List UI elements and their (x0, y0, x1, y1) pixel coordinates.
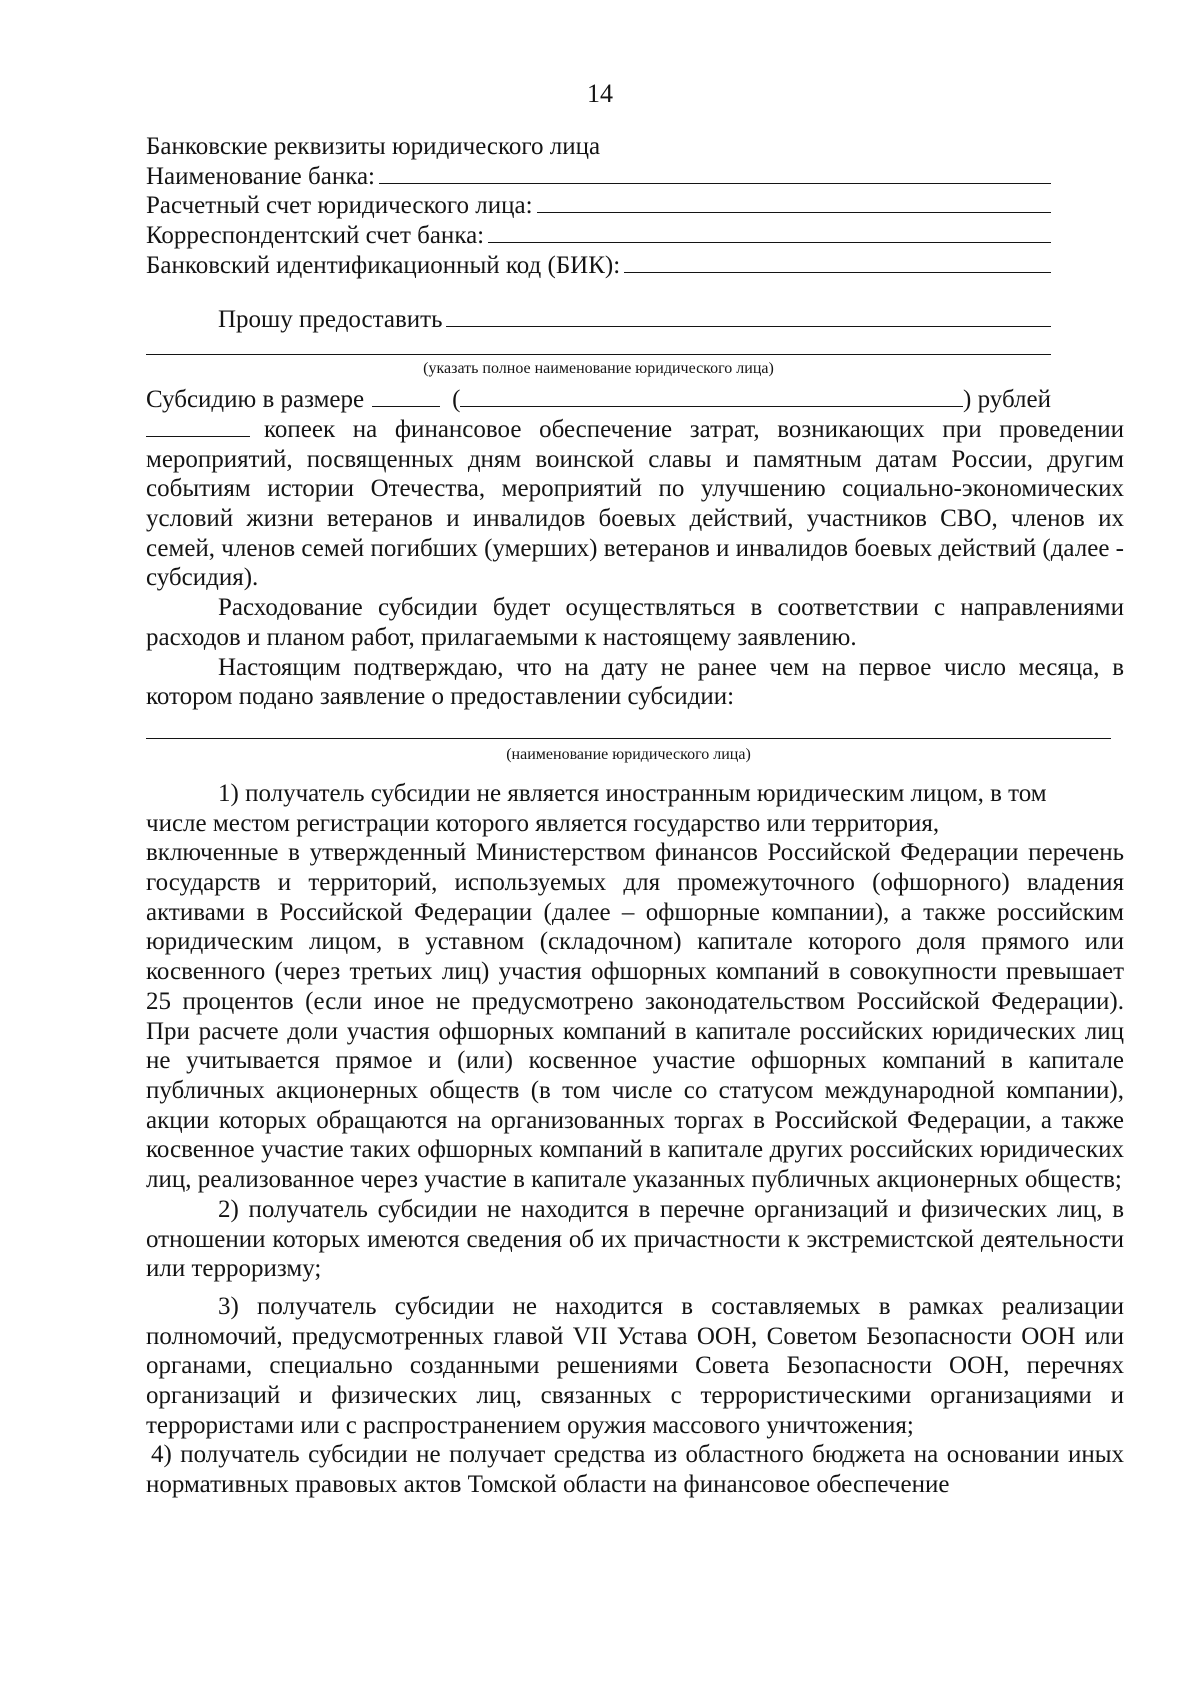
bank-name-row (146, 162, 1051, 192)
bank-details-heading: Банковские реквизиты юридического лица (146, 133, 601, 160)
kopecks-field[interactable] (146, 418, 250, 437)
request-field-continuation[interactable] (146, 334, 1051, 355)
corr-account-field[interactable] (488, 222, 1051, 243)
subsidy-rubles: ) рублей (963, 386, 1051, 414)
request-field[interactable] (446, 306, 1051, 327)
item2-paragraph: 2) получатель субсидии не находится в перечне организаций и физических лиц, в отношении которых имеются сведения об их причастности к экстремистской деятельности или терроризму; (146, 1195, 1124, 1283)
account-label: Расчетный счет юридического лица: (146, 192, 533, 220)
subsidy-purpose-paragraph (146, 415, 1124, 593)
bank-name-label: Наименование банка: (146, 162, 376, 190)
item4-paragraph: 4) получатель субсидии не получает средства из областного бюджета на основании иных нормативных правовых актов Томской области на финансовое обеспечение (146, 1441, 1124, 1499)
item1-rest: включенные в утвержденный Министерством финансов Российской Федерации перечень государств и территорий, используемых для промежуточного (офшорного) владения активами в Российской Федерации (далее – офшорные компании), а также российским юридическим лицом, в уставном (складочном) капитале которого доля прямого или косвенного (через третьих лиц) участия офшорных компаний в совокупности превышает 25 процентов (если иное не предусмотрено законодательством Российской Федерации). При расчете доли участия офшорных компаний в капитале российских юридических лиц не учитывается прямое и (или) косвенное участие офшорных компаний в капитале публичных акционерных обществ (в том числе со статусом международной компании), акции которых обращаются на организованных торгах в Российской Федерации, а также косвенное участие таких офшорных компаний в капитале других российских юридических лиц, реализованное через участие в капитале указанных публичных акционерных обществ; (146, 839, 1124, 1194)
legal-entity-name-field[interactable] (146, 726, 1111, 739)
corr-account-row (146, 221, 1051, 251)
spacer (146, 281, 1124, 305)
page-number: 14 (587, 79, 613, 108)
legal-entity-caption: (наименование юридического лица) (506, 745, 751, 763)
corr-account-label: Корреспондентский счет банка: (146, 222, 485, 250)
item1-line2: числе местом регистрации которого является государство или территория, (146, 809, 940, 837)
request-row (146, 305, 1051, 335)
document-body (146, 132, 1124, 1500)
item3-paragraph: 3) получатель субсидии не находится в составляемых в рамках реализации полномочий, предусмотренных главой VII Устава ООН, Советом Безопасности ООН или органами, специально созданными решениями Совета Безопасности ООН, перечнях организаций и физических лиц, связанных с террористическими организациями и террористами или с распространением оружия массового уничтожения; (146, 1292, 1124, 1439)
subsidy-amount-field[interactable] (372, 388, 440, 407)
request-caption: (указать полное наименование юридического лица) (423, 360, 774, 378)
subsidy-open-paren: ( (452, 386, 461, 414)
bik-row (146, 251, 1051, 281)
request-label: Прошу предоставить (218, 305, 443, 333)
bank-name-field[interactable] (379, 163, 1051, 184)
item1-line1: 1) получатель субсидии не является иностранным юридическим лицом, в том (218, 779, 1047, 807)
subsidy-prefix: Субсидию в размере (146, 386, 365, 414)
confirm-paragraph: Настоящим подтверждаю, что на дату не ранее чем на первое число месяца, в котором подано заявление о предоставлении субсидии: (146, 653, 1124, 711)
spending-paragraph: Расходование субсидии будет осуществляться в соответствии с направлениями расходов и планом работ, прилагаемыми к настоящему заявлению. (146, 594, 1124, 651)
account-field[interactable] (537, 192, 1051, 213)
subsidy-purpose-text: копеек на финансовое обеспечение затрат, возникающих при проведении мероприятий, посвященных дням воинской славы и памятным датам России, другим событиям истории Отечества, мероприятий по улучшению социально-экономических условий жизни ветеранов и инвалидов боевых действий, участников СВО, членов их семей, членов семей погибших (умерших) ветеранов и инвалидов боевых действий (далее - субсидия). (146, 415, 1124, 592)
account-row (146, 191, 1051, 221)
subsidy-amount-row (146, 385, 1051, 415)
subsidy-amount-words-field[interactable] (460, 386, 963, 407)
bik-label: Банковский идентификационный код (БИК): (146, 251, 621, 279)
bik-field[interactable] (624, 252, 1051, 273)
